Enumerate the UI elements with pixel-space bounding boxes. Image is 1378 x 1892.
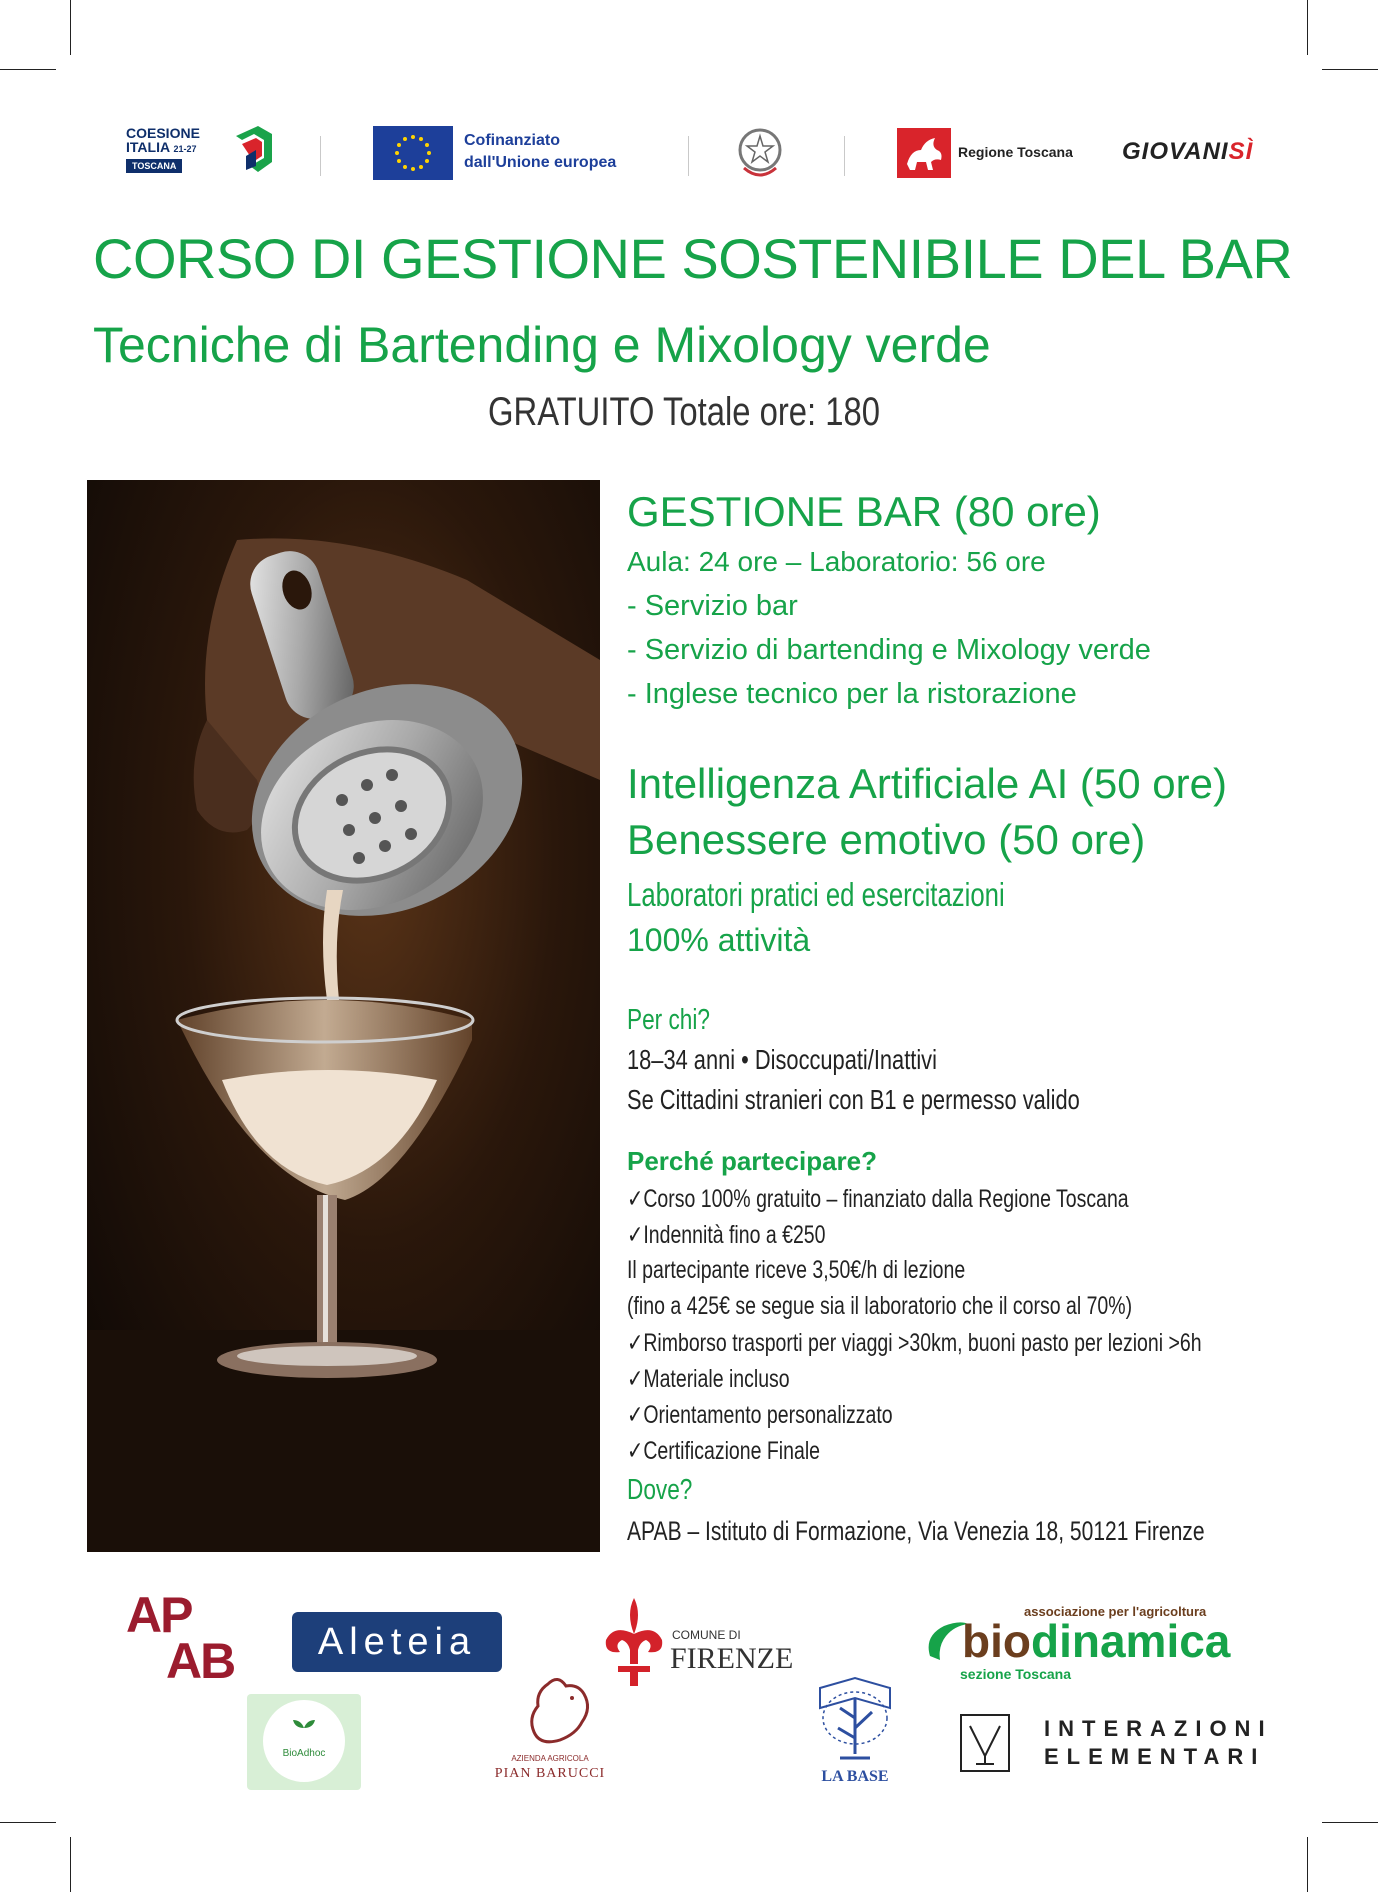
perche-list [627,1184,1327,1472]
dove-address: APAB – Istituto di Formazione, Via Venezia 18, 50121 Firenze [627,1516,1205,1546]
giovanisi-logo [1122,138,1253,166]
apab-top: AP [126,1587,192,1643]
firenze-logo [596,1594,806,1690]
pian-barucci-small: AZIENDA AGRICOLA [511,1754,589,1763]
separator [688,136,689,176]
la-base-text: LA BASE [821,1768,889,1785]
firenze-line1: COMUNE DI [672,1628,741,1642]
giovani-text: GIOVANI [1122,138,1229,165]
gestione-heading: GESTIONE BAR (80 ore) [627,488,1101,535]
crop-mark [0,1822,56,1823]
coesione-line1: COESIONE [126,125,200,141]
list-item: ✓Indennità fino a €250 [627,1221,826,1249]
biodinamica-main-a: bio [962,1615,1031,1667]
list-item: Il partecipante riceve 3,50€/h di lezione [627,1256,966,1284]
toscana-pegasus-icon [897,128,951,178]
list-item: ✓Certificazione Finale [627,1437,821,1465]
crop-mark [70,1837,71,1892]
pian-barucci-name: PIAN BARUCCI [494,1766,606,1781]
page-subtitle: Tecniche di Bartending e Mixology verde [93,317,991,373]
list-item: - Servizio di bartending e Mixology verde [627,634,1151,666]
pig-icon [518,1674,598,1750]
biodinamica-top: associazione per l'agricoltura [1024,1604,1207,1619]
pian-barucci-logo [480,1674,620,1786]
interazioni-line1: INTERAZIONI [1044,1716,1273,1741]
crop-mark [1322,1822,1378,1823]
list-item: ✓Orientamento personalizzato [627,1401,893,1429]
crop-mark [70,0,71,55]
ai-module: Intelligenza Artificiale AI (50 ore) [627,760,1227,807]
cocktail-photo [87,480,600,1552]
interazioni-elementari-logo [960,1712,1273,1776]
gestione-hours: Aula: 24 ore – Laboratorio: 56 ore [627,546,1046,577]
gestione-section [627,488,1327,536]
tree-book-icon [810,1668,900,1768]
giovani-accent: SÌ [1228,138,1254,165]
apab-bottom: AB [166,1633,235,1689]
per-chi-heading: Per chi? [627,1004,710,1036]
interazioni-mark-icon [960,1714,1010,1772]
gestione-list [627,590,1327,722]
crop-mark [0,69,56,70]
coesione-logo [126,126,286,186]
crop-mark [1307,1837,1308,1892]
firenze-line2: FIRENZE [670,1642,794,1675]
apab-logo [126,1587,246,1689]
coesione-tag: TOSCANA [126,159,182,173]
interazioni-line2: ELEMENTARI [1044,1744,1266,1769]
sprout-icon [289,1716,319,1740]
bioadhoc-logo [247,1694,361,1790]
italy-emblem-icon [736,124,784,182]
eu-text [464,130,616,174]
list-item: (fino a 425€ se segue sia il laboratorio che il corso al 70%) [627,1292,1133,1320]
list-item: ✓Corso 100% gratuito – finanziato dalla Regione Toscana [627,1185,1129,1213]
list-item: - Servizio bar [627,590,798,622]
perche-heading: Perché partecipare? [627,1146,878,1176]
crop-mark [1322,69,1378,70]
coesione-arrow-icon [232,126,276,178]
list-item: - Inglese tecnico per la ristorazione [627,678,1077,710]
separator [320,136,321,176]
crop-mark [1307,0,1308,55]
header-logos [120,118,1260,188]
gratuito-total-hours: GRATUITO Totale ore: 180 [488,390,880,434]
per-chi-line2: Se Cittadini stranieri con B1 e permesso valido [627,1084,1080,1115]
list-item: ✓Rimborso trasporti per viaggi >30km, buoni pasto per lezioni >6h [627,1329,1202,1357]
regione-toscana-text: Regione Toscana [958,144,1073,160]
benessere-module: Benessere emotivo (50 ore) [627,816,1146,863]
page-title: CORSO DI GESTIONE SOSTENIBILE DEL BAR [93,227,1293,290]
per-chi-line1: 18–34 anni • Disoccupati/Inattivi [627,1044,937,1075]
eu-flag-icon [373,126,453,180]
la-base-logo [810,1668,900,1788]
eu-line1: Cofinanziato [464,132,560,149]
coesione-line2: ITALIA [126,139,170,155]
activity-text: 100% attività [627,922,811,958]
biodinamica-bottom: sezione Toscana [960,1666,1072,1682]
biodinamica-main-b: dinamica [1030,1615,1231,1667]
bioadhoc-text: BioAdhoc [282,1748,326,1759]
biodinamica-logo [920,1604,1231,1684]
aleteia-logo: Aleteia [292,1612,502,1672]
lab-text: Laboratori pratici ed esercitazioni [627,876,1005,913]
coesione-years: 21-27 [173,144,197,154]
list-item: ✓Materiale incluso [627,1365,790,1393]
eu-line2: dall'Unione europea [464,154,617,171]
dove-heading: Dove? [627,1474,693,1506]
separator [844,136,845,176]
